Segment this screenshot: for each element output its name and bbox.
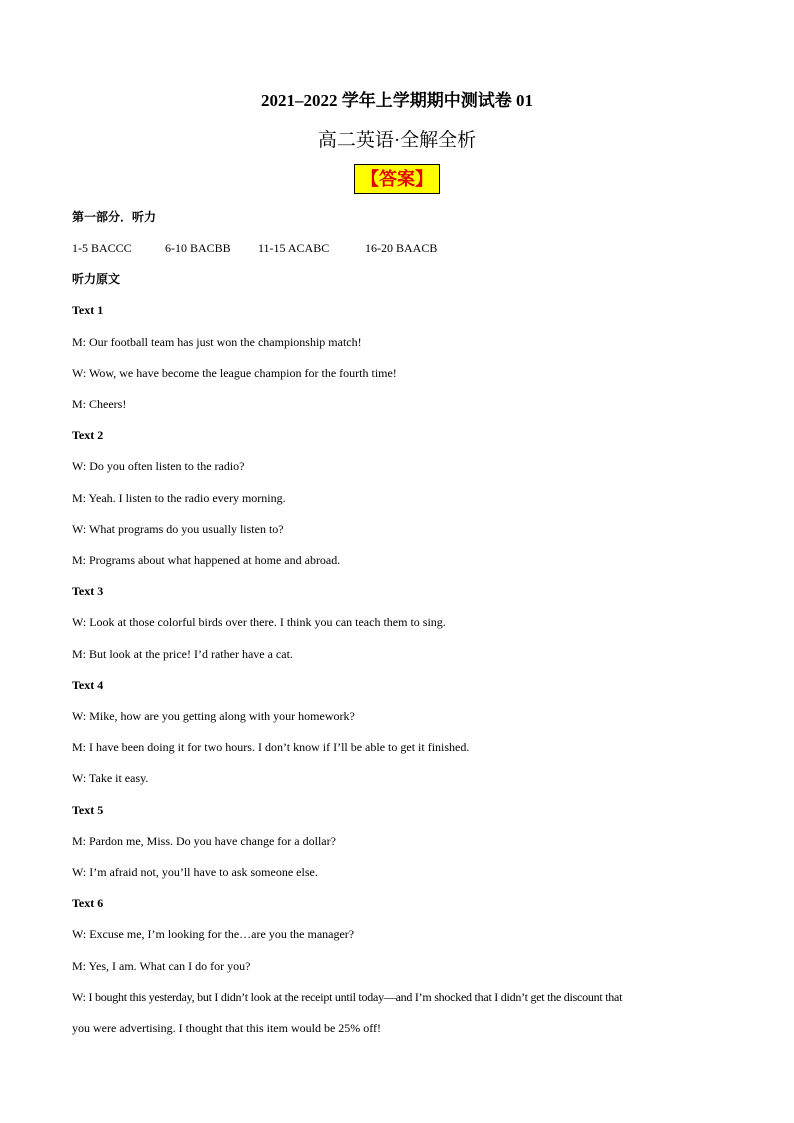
- answer-badge: 【答案】: [354, 164, 440, 194]
- transcript-line: M: Programs about what happened at home and abroad.: [72, 553, 341, 567]
- transcript-line: W: Excuse me, I’m looking for the…are you the manager?: [72, 927, 355, 941]
- transcript-line: W: What programs do you usually listen to?: [72, 522, 284, 536]
- transcript-line: W: I’m afraid not, you’ll have to ask someone else.: [72, 865, 318, 879]
- transcript-line: you were advertising. I thought that this item would be 25% off!: [72, 1021, 382, 1035]
- transcript-line: Text 2: [72, 428, 104, 442]
- transcript-line: Text 4: [72, 678, 104, 692]
- answer-group: 16-20 BAACB: [365, 241, 438, 255]
- section-heading: 第一部分．听力: [72, 210, 157, 224]
- transcript-line: W: Take it easy.: [72, 771, 149, 785]
- transcript-line: M: Yes, I am. What can I do for you?: [72, 959, 251, 973]
- transcript-line: M: I have been doing it for two hours. I don’t know if I’ll be able to get it finished.: [72, 740, 470, 754]
- answer-badge-wrap: [0, 164, 794, 194]
- page-subtitle: 高二英语·全解全析: [317, 130, 477, 151]
- answer-group: 11-15 ACABC: [258, 241, 330, 255]
- transcript-line: Text 5: [72, 803, 104, 817]
- page-title: 2021–2022 学年上学期期中测试卷 01: [261, 91, 533, 110]
- transcript-line: M: But look at the price! I’d rather have a cat.: [72, 647, 293, 661]
- transcript-line: M: Yeah. I listen to the radio every morning.: [72, 491, 286, 505]
- transcript-line: W: Look at those colorful birds over there. I think you can teach them to sing.: [72, 615, 446, 629]
- answer-group: 1-5 BACCC: [72, 241, 132, 255]
- transcript-heading: 听力原文: [72, 272, 121, 286]
- transcript-line: M: Cheers!: [72, 397, 127, 411]
- answer-key: [72, 240, 437, 256]
- transcript-line: M: Our football team has just won the championship match!: [72, 335, 362, 349]
- transcript-line: Text 6: [72, 896, 104, 910]
- transcript-line: W: Do you often listen to the radio?: [72, 459, 245, 473]
- transcript-line: W: Mike, how are you getting along with your homework?: [72, 709, 355, 723]
- transcript-line: W: Wow, we have become the league champion for the fourth time!: [72, 366, 397, 380]
- transcript-line: Text 1: [72, 303, 104, 317]
- transcript-line: W: I bought this yesterday, but I didn’t look at the receipt until today—and I’m shocked that I didn’t get the discount that: [72, 990, 623, 1004]
- transcript-line: Text 3: [72, 584, 104, 598]
- transcript-line: M: Pardon me, Miss. Do you have change for a dollar?: [72, 834, 336, 848]
- answer-group: 6-10 BACBB: [165, 241, 231, 255]
